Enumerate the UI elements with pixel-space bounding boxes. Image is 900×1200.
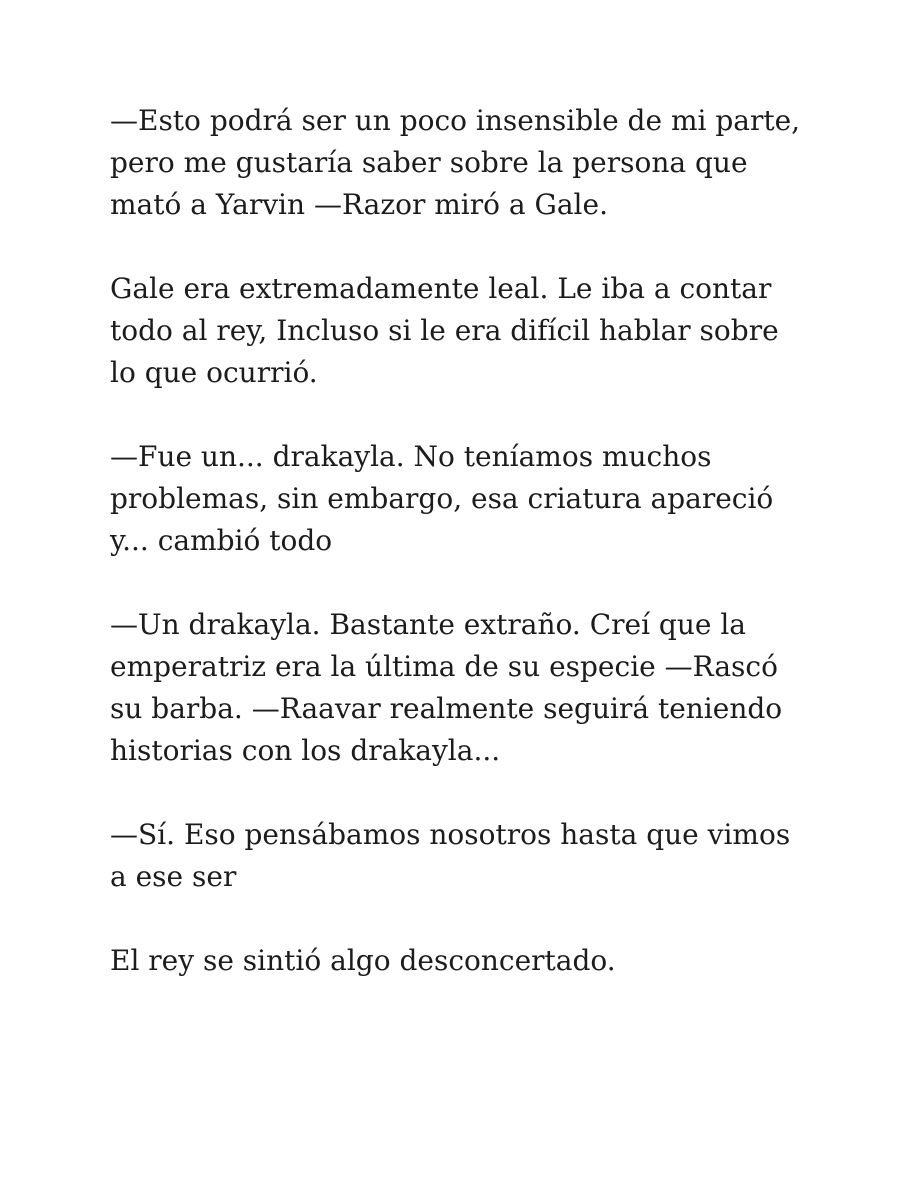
- story-text: [110, 100, 800, 1024]
- paragraph-4: [110, 604, 800, 772]
- text-line: Gale era extremadamente leal. Le iba a contar: [110, 272, 772, 305]
- text-line: historias con los drakayla...: [110, 734, 501, 767]
- paragraph-2: [110, 268, 800, 394]
- text-line: —Fue un... drakayla. No teníamos muchos: [110, 440, 712, 473]
- text-line: y... cambió todo: [110, 524, 333, 557]
- paragraph-3: [110, 436, 800, 562]
- text-line: pero me gustaría saber sobre la persona que: [110, 146, 748, 179]
- text-line: su barba. —Raavar realmente seguirá teniendo: [110, 692, 783, 725]
- text-line: a ese ser: [110, 860, 237, 893]
- text-line: problemas, sin embargo, esa criatura apareció: [110, 482, 774, 515]
- text-line: —Sí. Eso pensábamos nosotros hasta que vimos: [110, 818, 791, 851]
- paragraph-6: [110, 940, 800, 982]
- text-line: mató a Yarvin —Razor miró a Gale.: [110, 188, 608, 221]
- text-line: emperatriz era la última de su especie —Rascó: [110, 650, 778, 683]
- text-line: —Esto podrá ser un poco insensible de mi parte,: [110, 104, 801, 137]
- text-line: lo que ocurrió.: [110, 356, 318, 389]
- text-line: todo al rey, Incluso si le era difícil hablar sobre: [110, 314, 779, 347]
- paragraph-5: [110, 814, 800, 898]
- text-line: El rey se sintió algo desconcertado.: [110, 944, 616, 977]
- paragraph-1: [110, 100, 800, 226]
- text-line: —Un drakayla. Bastante extraño. Creí que la: [110, 608, 747, 641]
